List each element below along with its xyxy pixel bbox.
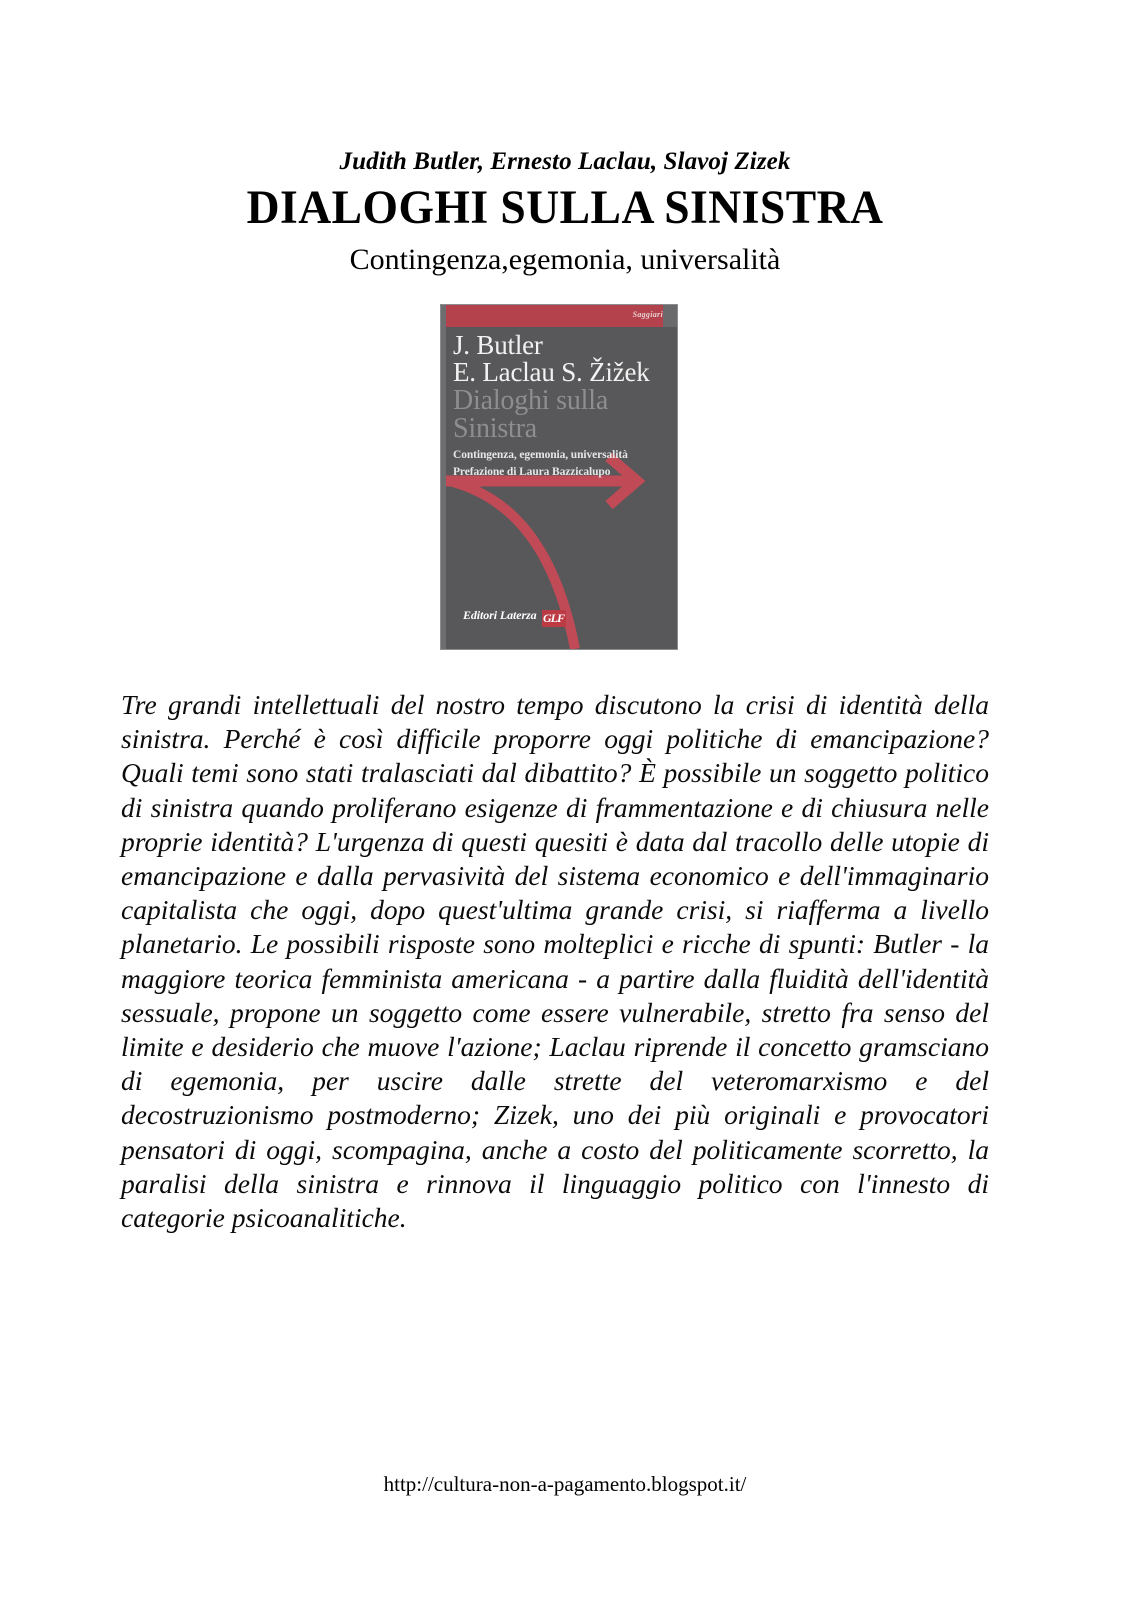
cover-publisher-name: Editori Laterza bbox=[463, 608, 537, 622]
publisher-logo-icon: GLF bbox=[543, 611, 565, 625]
footer-url[interactable]: http://cultura-non-a-pagamento.blogspot.it/ bbox=[383, 1472, 747, 1496]
book-cover-image bbox=[441, 305, 677, 649]
cover-authors bbox=[453, 332, 673, 386]
document-header bbox=[0, 148, 1130, 278]
cover-author-line-1: J. Butler bbox=[453, 330, 543, 360]
page-title: DIALOGHI SULLA SINISTRA bbox=[246, 180, 884, 234]
cover-publisher bbox=[463, 608, 566, 627]
authors-line: Judith Butler, Ernesto Laclau, Slavoj Zizek bbox=[339, 148, 791, 175]
book-cover bbox=[441, 305, 677, 649]
cover-author-line-2: E. Laclau S. Žižek bbox=[453, 357, 650, 387]
cover-subtitle-block bbox=[453, 447, 673, 480]
cover-series-label: Saggiari bbox=[632, 310, 663, 319]
cover-preface: Prefazione di Laura Bazzicalupo bbox=[453, 465, 611, 478]
cover-subtitle: Contingenza, egemonia, universalità bbox=[453, 449, 628, 461]
page-subtitle: Contingenza,egemonia, universalità bbox=[349, 243, 781, 277]
cover-title-line-1: Dialoghi sulla bbox=[453, 385, 609, 416]
footer bbox=[0, 1472, 1130, 1497]
cover-spine-edge bbox=[441, 305, 446, 649]
cover-title bbox=[453, 387, 673, 443]
body-paragraph: Tre grandi intellettuali del nostro tempo discutono la crisi di identità della sinistra. Perché è così difficile proporre oggi politiche di emancipazione? Quali temi sono stati tralasciati dal dibattito? È possibile un soggetto politico di sinistra quando proliferano esigenze di frammentazione e di chiusura nelle proprie identità? L'urgenza di questi quesiti è data dal tracollo delle utopie di emancipazione e dalla pervasività del sistema economico e dell'immaginario capitalista che oggi, dopo quest'ultima grande crisi, si riafferma a livello planetario. Le possibili risposte sono molteplici e ricche di spunti: Butler - la maggiore teorica femminista americana - a partire dalla fluidità dell'identità sessuale, propone un soggetto come essere vulnerabile, stretto fra senso del limite e desiderio che muove l'azione; Laclau riprende il concetto gramsciano di egemonia, per uscire dalle strette del veteromarxismo e del decostruzionismo postmoderno; Zizek, uno dei più originali e provocatori pensatori di oggi, scompagina, anche a costo del politicamente scorretto, la paralisi della sinistra e rinnova il linguaggio politico con l'innesto di categorie psicoanalitiche. bbox=[121, 689, 989, 1234]
cover-title-line-2: Sinistra bbox=[453, 413, 537, 444]
